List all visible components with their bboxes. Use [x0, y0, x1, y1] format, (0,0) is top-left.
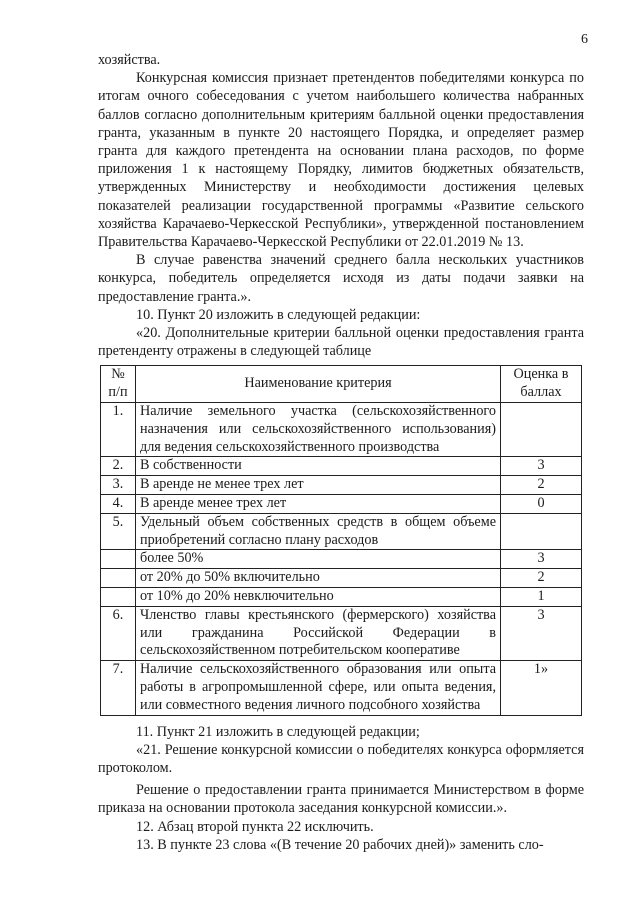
header-criterion-name: Наименование критерия — [136, 366, 501, 403]
row-score: 1» — [501, 661, 582, 715]
paragraph-item-12: 12. Абзац второй пункта 22 исключить. — [136, 818, 374, 835]
row-num — [101, 588, 136, 607]
page-number: 6 — [581, 32, 588, 47]
row-num: 5. — [101, 513, 136, 550]
table-row — [101, 457, 582, 476]
paragraph-item-13: 13. В пункте 23 слова «(В течение 20 рабочих дней)» заменить сло- — [136, 836, 544, 853]
table-row — [101, 569, 582, 588]
table-row — [101, 588, 582, 607]
row-score: 2 — [501, 476, 582, 495]
paragraph-item-11: 11. Пункт 21 изложить в следующей редакции; — [136, 723, 420, 740]
header-num: № п/п — [101, 366, 136, 403]
row-criterion: от 10% до 20% невключительно — [136, 588, 501, 607]
row-score: 1 — [501, 588, 582, 607]
row-score: 3 — [501, 457, 582, 476]
table-row — [101, 476, 582, 495]
paragraph-winners-recognition: Конкурсная комиссия признает претендентов победителями конкурса по итогам очного собеседования с учетом наибольшего количества набранных баллов согласно дополнительным критериям балльной оценки предоставления гранта, указанным в пункте 20 настоящего Порядка, и определяет размер гранта для каждого претендента на основании плана расходов, по форме приложения 1 к настоящему Порядку, лимитов бюджетных обязательств, утвержденных Министерству и необходимости достижения целевых показателей реализации государственной программы «Развитие сельского хозяйства Карачаево-Черкесской Республики», утвержденной постановлением Правительства Карачаево-Черкесской Республики от 22.01.2019 № 13. — [98, 70, 584, 251]
row-criterion: В аренде не менее трех лет — [136, 476, 501, 495]
paragraph-grant-decision: Решение о предоставлении гранта принимается Министерством в форме приказа на основании протокола заседания конкурсной комиссии.». — [98, 782, 584, 817]
table-row — [101, 513, 582, 550]
table-row — [101, 403, 582, 457]
table-row — [101, 495, 582, 514]
row-criterion: В собственности — [136, 457, 501, 476]
paragraph-item-21-text: «21. Решение конкурсной комиссии о победителях конкурса оформляется протоколом. — [98, 741, 584, 776]
paragraph-equal-scores: В случае равенства значений среднего балла нескольких участников конкурса, победитель определяется исходя из даты подачи заявки на предоставление гранта.». — [98, 252, 584, 305]
row-num — [101, 550, 136, 569]
row-num: 3. — [101, 476, 136, 495]
row-score: 2 — [501, 569, 582, 588]
row-num — [101, 569, 136, 588]
row-score — [501, 403, 582, 457]
row-criterion: Членство главы крестьянского (фермерского) хозяйства или гражданина Российской Федерации в сельскохозяйственном потребительском кооперативе — [136, 606, 501, 660]
row-score: 3 — [501, 550, 582, 569]
row-num: 1. — [101, 403, 136, 457]
table-header-row — [101, 366, 582, 403]
row-criterion: В аренде менее трех лет — [136, 495, 501, 514]
row-criterion: Наличие земельного участка (сельскохозяйственного назначения или сельскохозяйственного использования) для ведения сельскохозяйственного производства — [136, 403, 501, 457]
row-score — [501, 513, 582, 550]
header-score: Оценка в баллах — [501, 366, 582, 403]
row-num: 2. — [101, 457, 136, 476]
row-num: 6. — [101, 606, 136, 660]
row-num: 7. — [101, 661, 136, 715]
table-row — [101, 661, 582, 715]
row-criterion: более 50% — [136, 550, 501, 569]
paragraph-continuation: хозяйства. — [98, 52, 161, 68]
paragraph-item-20-intro: «20. Дополнительные критерии балльной оценки предоставления гранта претенденту отражены в следующей таблице — [98, 325, 584, 360]
row-criterion: Наличие сельскохозяйственного образования или опыта работы в агропромышленной сфере, или опыта ведения, или совместного ведения личного подсобного хозяйства — [136, 661, 501, 715]
table-row — [101, 606, 582, 660]
document-body — [98, 51, 584, 854]
row-criterion: от 20% до 50% включительно — [136, 569, 501, 588]
row-score: 0 — [501, 495, 582, 514]
table-row — [101, 550, 582, 569]
paragraph-item-10: 10. Пункт 20 изложить в следующей редакции: — [136, 306, 421, 323]
row-criterion: Удельный объем собственных средств в общем объеме приобретений согласно плану расходов — [136, 513, 501, 550]
criteria-table — [100, 365, 582, 715]
row-num: 4. — [101, 495, 136, 514]
row-score: 3 — [501, 606, 582, 660]
